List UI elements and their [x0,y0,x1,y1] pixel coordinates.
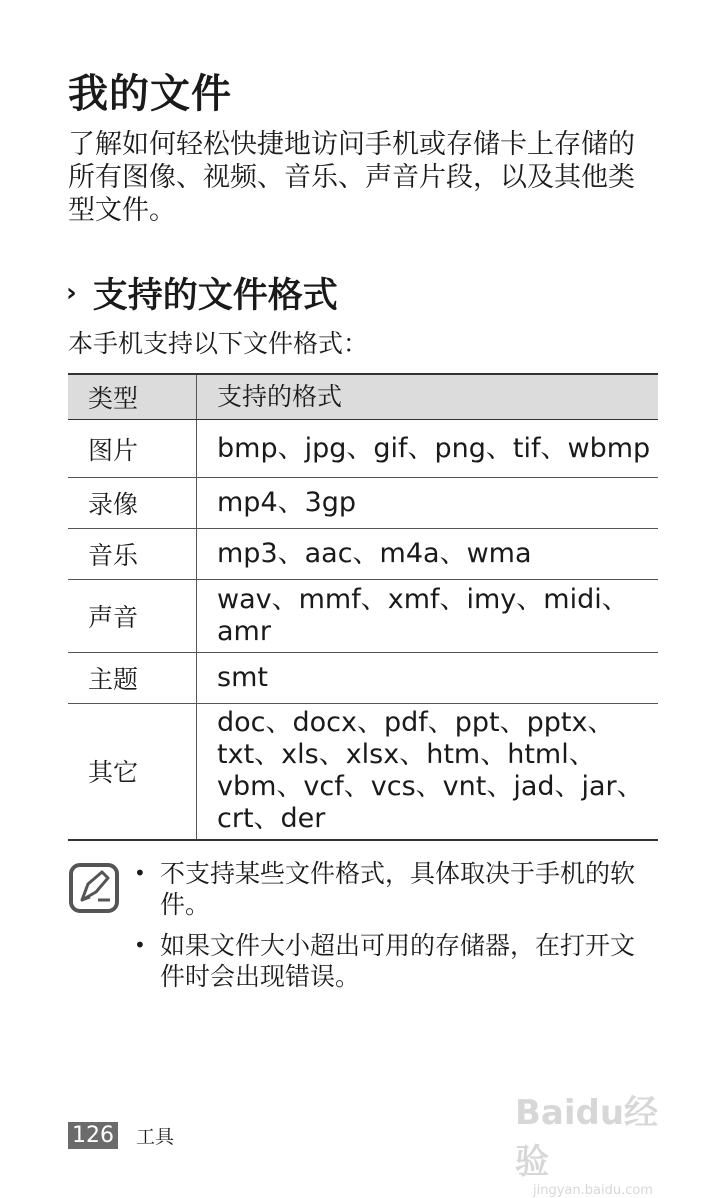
page-title: 我的文件 [68,71,232,117]
row-formats: mp3、aac、m4a、wma [197,529,659,580]
section-lead: 本手机支持以下文件格式： [68,329,369,358]
row-formats: smt [197,653,659,704]
note-text: 不支持某些文件格式，具体取决于手机的软件。 [160,859,636,919]
row-formats: doc、docx、pdf、ppt、pptx、txt、xls、xlsx、htm、html、vbm、vcf、vcs、vnt、jad、jar、crt、der [197,704,659,840]
bullet-icon: • [134,861,146,885]
section-heading [66,268,338,318]
watermark-url: jingyan.baidu.com [533,1183,653,1198]
header-type: 类型 [68,374,197,420]
row-type: 其它 [68,704,197,840]
page-number: 126 [68,1122,118,1149]
bullet-icon: • [134,933,146,957]
intro-paragraph: 了解如何轻松快捷地访问手机或存储卡上存储的所有图像、视频、音乐、声音片段，以及其他类型文件。 [68,129,635,226]
notes-list [134,858,644,1002]
row-type: 主题 [68,653,197,704]
watermark-logo: Baidu经验 [515,1093,659,1182]
row-type: 录像 [68,478,197,529]
row-formats: wav、mmf、xmf、imy、midi、amr [197,580,659,653]
table-row [68,580,658,653]
section-heading-text: 支持的文件格式 [92,276,338,316]
row-formats: bmp、jpg、gif、png、tif、wbmp [197,420,659,478]
note-item [134,858,644,920]
page-footer [68,1122,174,1149]
note-text: 如果文件大小超出可用的存储器，在打开文件时会出现错误。 [160,931,636,991]
header-formats: 支持的格式 [197,374,659,420]
row-formats: mp4、3gp [197,478,659,529]
table-row [68,529,658,580]
table-header-row [68,374,658,420]
row-type: 音乐 [68,529,197,580]
baidu-watermark [515,1085,690,1198]
row-type: 声音 [68,580,197,653]
table-row [68,653,658,704]
note-pencil-icon [68,862,120,914]
table-row [68,478,658,529]
table-row [68,420,658,478]
table-row [68,704,658,840]
formats-table [68,373,658,841]
chapter-label: 工具 [136,1126,175,1148]
row-type: 图片 [68,420,197,478]
note-item [134,930,644,992]
chevron-right-icon: › [66,278,77,308]
